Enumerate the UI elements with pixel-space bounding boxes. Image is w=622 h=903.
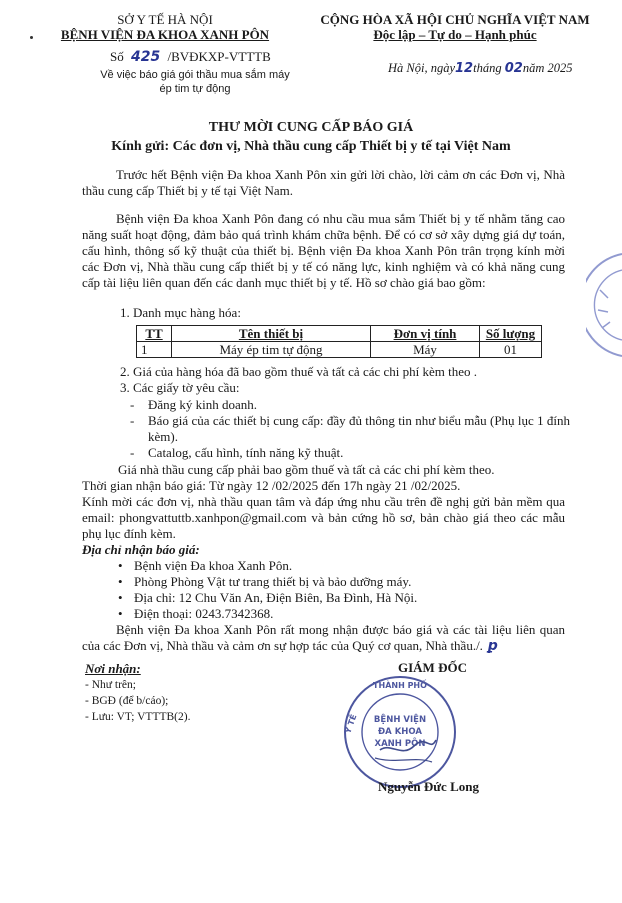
list-item: • Địa chỉ: 12 Chu Văn An, Điện Biên, Ba Đình, Hà Nội.: [118, 590, 418, 605]
date-month-label: tháng: [473, 61, 502, 75]
scan-speck: [30, 36, 33, 39]
recipients-block: [85, 660, 190, 725]
list-item: • Điện thoại: 0243.7342368.: [118, 606, 274, 621]
list-item: • Bệnh viện Đa khoa Xanh Pôn.: [118, 558, 293, 573]
recipient-item: - Lưu: VT; VTTTB(2).: [85, 711, 191, 723]
initial-mark: ꝑ: [482, 638, 498, 654]
date-day: 12: [455, 61, 474, 76]
country-name: CỘNG HÒA XÃ HỘI CHỦ NGHĨA VIỆT NAM: [320, 12, 590, 27]
intro-paragraph: Trước hết Bệnh viện Đa khoa Xanh Pôn xin gửi lời chào, lời cảm ơn các Đơn vị, Nhà thầu cung cấp Thiết bị y tế tại Việt Nam.: [82, 167, 565, 198]
body-paragraph: Bệnh viện Đa khoa Xanh Pôn đang có nhu cầu mua sắm Thiết bị y tế nhằm tăng cao năng suất hoạt động, đảm bảo quá trình khám chữa bệnh. Để có cơ sở xây dựng giá dự toán, cấu hình, thông số kỹ thuật của thiết bị. Bệnh viện Đa khoa Xanh Pôn trân trọng kính mời các Đơn vị, Nhà thầu cung cấp thiết bị y tế có năng lực, kinh nghiệm và có khả năng cung cấp tài liệu liên quan đến các danh mục thiết bị y tế. Hồ sơ chào giá bao gồm:: [82, 211, 565, 290]
invite-paragraph: Kính mời các đơn vị, nhà thầu quan tâm và đáp ứng nhu cầu trên đề nghị gửi bản mềm qua email: phongvattuttb.xanhpon@gmail.com và bản cứng hồ sơ, bản chào giá theo các mẫu phụ lục đính kèm.: [82, 494, 565, 541]
date-prefix: Hà Nội, ngày: [388, 61, 456, 75]
recipient-line: Kính gửi: Các đơn vị, Nhà thầu cung cấp Thiết bị y tế tại Việt Nam: [111, 139, 511, 154]
date-month: 02: [504, 61, 523, 76]
signer-name: Nguyễn Đức Long: [378, 779, 479, 794]
header-left: [55, 12, 275, 43]
time-line: Thời gian nhận báo giá: Từ ngày 12 /02/2025 đến 17h ngày 21 /02/2025.: [82, 478, 461, 493]
number-prefix: Số: [110, 49, 124, 64]
table-header-row: [137, 326, 542, 342]
recipients-title: Nơi nhận:: [85, 661, 141, 676]
subject-line: Về việc báo giá gói thầu mua sắm máy ép tim tự động: [100, 69, 290, 95]
price-note: Giá nhà thầu cung cấp phải bao gồm thuế và tất cả các chi phí kèm theo.: [118, 462, 495, 477]
stamp-center-line: XANH PÔN: [374, 739, 426, 749]
table-cell: 1: [137, 342, 172, 358]
item-2: 2. Giá của hàng hóa đã bao gồm thuế và tất cả các chi phí kèm theo .: [120, 364, 478, 379]
list-item: - Catalog, cấu hình, tính năng kỹ thuật.: [130, 445, 344, 460]
address-list: [118, 558, 558, 622]
list-item: • Phòng Phòng Vật tư trang thiết bị và bảo dưỡng máy.: [118, 574, 412, 589]
table-row: [137, 342, 542, 358]
table-header: TT: [137, 326, 172, 342]
document-number: [110, 49, 271, 65]
ministry-name: SỞ Y TẾ HÀ NỘI: [117, 12, 213, 27]
stamp-center-line: BỆNH VIỆN: [373, 715, 427, 725]
stamp-ring-top: THÀNH PHỐ: [373, 681, 427, 690]
table-cell: 01: [480, 342, 542, 358]
items-table: [136, 325, 542, 358]
hospital-name: BỆNH VIỆN ĐA KHOA XANH PÔN: [60, 27, 270, 42]
table-cell: Máy ép tim tự động: [172, 342, 371, 358]
stamp-center-line: ĐA KHOA: [378, 727, 422, 737]
document-title: THƯ MỜI CUNG CẤP BÁO GIÁ: [208, 120, 414, 135]
partial-stamp-edge: [586, 250, 622, 360]
item-3: 3. Các giấy tờ yêu cầu:: [120, 380, 240, 395]
requirements-list: [130, 397, 570, 461]
address-title: Địa chỉ nhận báo giá:: [82, 542, 200, 557]
list-item: - Đăng ký kinh doanh.: [130, 397, 258, 412]
list-item: - Báo giá của các thiết bị cung cấp: đầy đủ thông tin như biểu mẫu (Phụ lục 1 đính kèm).: [130, 413, 570, 444]
header-right: [305, 12, 605, 43]
motto: Độc lập – Tự do – Hạnh phúc: [373, 27, 537, 42]
table-header: Tên thiết bị: [172, 326, 371, 342]
recipient-item: - BGĐ (để b/cáo);: [85, 695, 169, 707]
number-handwritten: 425: [130, 49, 161, 65]
number-suffix: /BVĐKXP-VTTTB: [167, 49, 271, 64]
table-cell: Máy: [371, 342, 480, 358]
date-line: [388, 61, 572, 76]
recipient-item: - Như trên;: [85, 679, 136, 691]
date-year: năm 2025: [522, 61, 573, 75]
closing-paragraph: Bệnh viện Đa khoa Xanh Pôn rất mong nhận được báo giá và các tài liệu liên quan của các Đơn vị, Nhà thầu và cảm ơn sự hợp tác của Quý cơ quan, Nhà thầu./. ꝑ: [82, 622, 565, 654]
stamp-ring-left: Y TẾ: [343, 713, 359, 735]
table-header: Đơn vị tính: [371, 326, 480, 342]
item-1-label: 1. Danh mục hàng hóa:: [120, 305, 241, 320]
official-stamp: [340, 672, 460, 792]
signer-title: GIÁM ĐỐC: [398, 660, 467, 675]
table-header: Số lượng: [480, 326, 542, 342]
